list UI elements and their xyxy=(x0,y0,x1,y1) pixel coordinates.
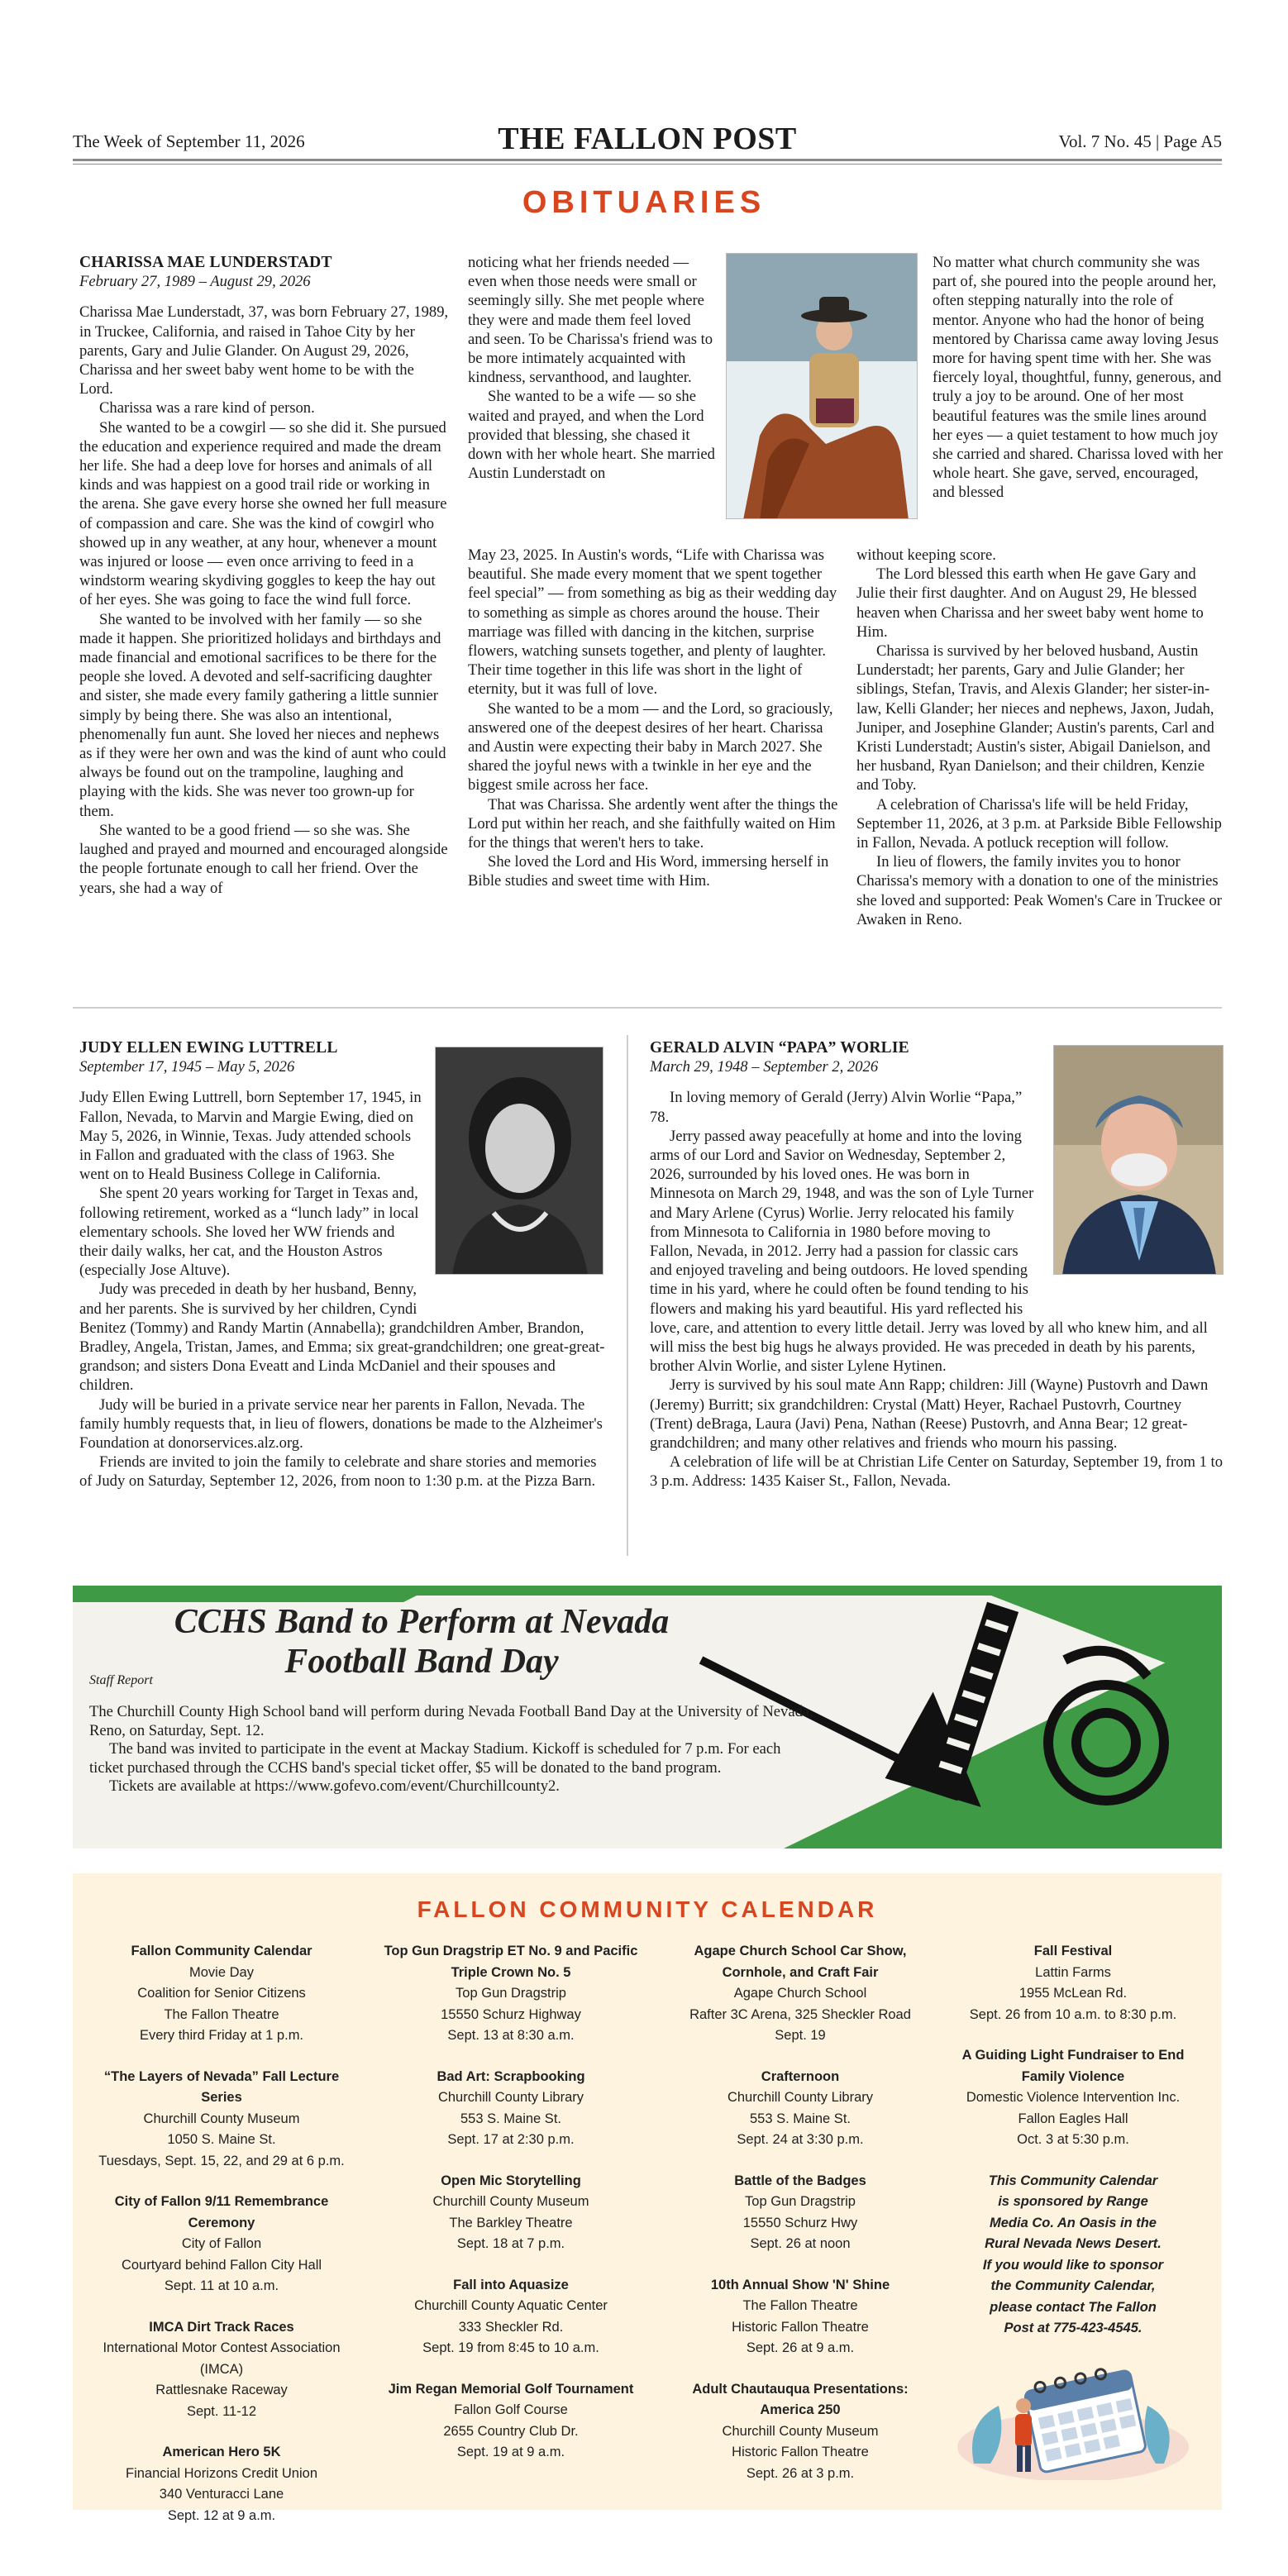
calendar-illustration xyxy=(949,2356,1197,2480)
obit-lunderstadt-col2-top xyxy=(468,253,716,483)
obit-paragraph: No matter what church community she was part of, she poured into the people around her, often stepping naturally into the role of mentor. Anyone who had the honor of being mentored by Charissa came away loving Jesus more for having spent time with her. She was fiercely loyal, thoughtful, funny, generous, and truly a joy to be around. One of her most beautiful features was the smile lines around her eyes — a quiet testament to how much joy she carried and shared. Charissa loved with her whole heart. She gave, served, encouraged, and blessed xyxy=(933,254,1224,502)
obit-paragraph: She wanted to be a cowgirl — so she did it. She pursued the education and experience required and made the dream her life. She had a deep love for horses and animals of all kinds and was happiest on a good trail ride or working in the arena. She gave every horse she owned her full measure of compassion and care. She was the kind of cowgirl who showed up in any weather, at any hour, whenever a mount was injured or loose — even once arriving to feed in a windstorm wearing skydiving goggles to keep the hay out of her eyes. She was going to face the wind full force. xyxy=(79,418,447,609)
event-line: Sept. 12 at 9 a.m. xyxy=(167,2507,276,2523)
calendar-event xyxy=(668,2067,933,2151)
event-title: City of Fallon 9/11 Remembrance Ceremony xyxy=(114,2194,329,2230)
event-title: Fall Festival xyxy=(1033,1944,1113,1958)
masthead-rule-thin xyxy=(73,164,1222,165)
obit-paragraph: Jerry is survived by his soul mate Ann Rapp; children: Jill (Wayne) Pustovrh and Dawn (Jeremy) Burritt; six grandchildren: Crystal (Matt) Heyer, Rachael Pustovrh, Courtney (Trent) deBraga, Laura (Javi) Pena, Nathan (Reese) Pustovrh, and Anna Bear; 12 great-grandchildren; and many other relatives and friends who mourn his passing. xyxy=(650,1376,1209,1453)
obit-paragraph: Charissa was a rare kind of person. xyxy=(99,399,315,417)
calendar-event xyxy=(89,2192,354,2297)
obit-paragraph: Friends are invited to join the family to celebrate and share stories and memories of Judy on Saturday, September 12, 2026, from noon to 1:30 p.m. at the Pizza Barn. xyxy=(79,1453,597,1491)
event-line: 340 Venturacci Lane xyxy=(159,2487,284,2502)
event-line: Rattlesnake Raceway xyxy=(155,2383,288,2397)
obit-paragraph: She spent 20 years working for Target in Texas and, following retirement, worked as a “lunch lady” in local elementary schools. She loved her WW friends and their daily walks, her cat, and the Houston Astros (especially Jose Altuve). xyxy=(79,1185,419,1280)
obit-paragraph: Judy Ellen Ewing Luttrell, born September 17, 1945, in Fallon, Nevada, to Marvin and Margie Ewing, died on May 5, 2026, in Winnie, Texas. Judy attended schools in Fallon and graduated with the class of 1963. She went on to Heald Business College in California. xyxy=(79,1089,422,1184)
event-line: City of Fallon xyxy=(181,2236,262,2251)
event-line: Movie Day xyxy=(189,1964,254,1980)
calendar-event xyxy=(89,1941,354,2047)
column-divider xyxy=(627,1035,628,1556)
event-line: Sept. 26 at 3 p.m. xyxy=(746,2465,855,2481)
event-line: Financial Horizons Credit Union xyxy=(125,2465,317,2481)
calendar-event xyxy=(668,2379,933,2485)
event-line: 333 Sheckler Rd. xyxy=(458,2319,564,2335)
section-title: OBITUARIES xyxy=(522,185,766,220)
event-title: 10th Annual Show 'N' Shine xyxy=(710,2277,890,2292)
obit-name: GERALD ALVIN “PAPA” WORLIE xyxy=(650,1039,909,1057)
event-title: Crafternoon xyxy=(761,2068,840,2084)
calendar-event xyxy=(941,1941,1205,2025)
event-line: Tuesdays, Sept. 15, 22, and 29 at 6 p.m. xyxy=(98,2153,345,2168)
calendar-event xyxy=(668,2275,933,2359)
event-title: A Guiding Light Fundraiser to End Family Violence xyxy=(961,2048,1185,2084)
obit-dates: September 17, 1945 – May 5, 2026 xyxy=(79,1058,295,1076)
event-line: Oct. 3 at 5:30 p.m. xyxy=(1017,2132,1129,2147)
event-line: Churchill County Library xyxy=(437,2090,584,2105)
event-line: Sept. 13 at 8:30 a.m. xyxy=(447,2028,575,2043)
obit-paragraph: She wanted to be a mom — and the Lord, so graciously, answered one of the deepest desires of her heart. Charissa and Austin were expecting their baby in March 2027. She shared the joyful news with a twinkle in her eye and the biggest smile across her face. xyxy=(468,699,833,794)
calendar-event xyxy=(379,2379,643,2464)
event-line: Sept. 24 at 3:30 p.m. xyxy=(737,2132,864,2147)
event-title: “The Layers of Nevada” Fall Lecture Series xyxy=(103,2068,340,2105)
obit-paragraph: Charissa Mae Lunderstadt, 37, was born February 27, 1989, in Truckee, California, and raised in Tahoe City by her parents, Gary and Julie Glander. On August 29, 2026, Charissa and her sweet baby went home to be with the Lord. xyxy=(79,303,449,398)
obit-paragraph: Judy was preceded in death by her husband, Benny, and her parents. She is survived by her children, Cyndi Benitez (Tommy) and Randy Martin (Annabella); grandchildren Amber, Brandon, Bradley, Angela, Tristan, James, and Emma; six great-grandchildren; one great-great-grandson; and sisters Dona Eveatt and Linda McDaniel and their spouses and children. xyxy=(79,1281,605,1395)
event-line: Churchill County Library xyxy=(727,2090,874,2105)
event-title: Agape Church School Car Show, Cornhole, and Craft Fair xyxy=(694,1944,907,1980)
event-line: 2655 Country Club Dr. xyxy=(443,2423,579,2439)
band-body xyxy=(89,1703,817,1796)
event-line: 553 S. Maine St. xyxy=(750,2111,851,2126)
event-title: Fallon Community Calendar xyxy=(131,1944,312,1958)
obit-name: JUDY ELLEN EWING LUTTRELL xyxy=(79,1039,338,1057)
obit-paragraph: She loved the Lord and His Word, immersing herself in Bible studies and sweet time with Him. xyxy=(468,853,829,890)
obit-paragraph: Judy will be buried in a private service near her parents in Fallon, Nevada. The family humbly requests that, in lieu of flowers, donations be made to the Alzheimer's Foundation at donorservices.alz.org. xyxy=(79,1395,603,1453)
band-byline: Staff Report xyxy=(89,1673,153,1687)
calendar-sponsor-note: This Community Calendar is sponsored by Range Media Co. An Oasis in the Rural Nevada News Desert. If you would like to sponsor the Community Calendar, please contact The Fallon Post at 775-423-4545. xyxy=(982,2173,1164,2335)
obit-lunderstadt-col3-bottom xyxy=(856,546,1225,929)
event-line: Churchill County Museum xyxy=(432,2194,589,2209)
event-line: Sept. 11 at 10 a.m. xyxy=(164,2278,279,2293)
event-line: 15550 Schurz Highway xyxy=(441,2006,581,2022)
obit-paragraph: She wanted to be a good friend — so she was. She laughed and prayed and mourned and encouraged alongside the people fortunate enough to call her friend. Over the years, she had a way of xyxy=(79,821,448,897)
event-title: IMCA Dirt Track Races xyxy=(149,2319,294,2335)
event-line: Coalition for Senior Citizens xyxy=(137,1986,306,2001)
obit-paragraph: A celebration of Charissa's life will be held Friday, September 11, 2026, at 3 p.m. at Parkside Bible Fellowship in Fallon, Nevada. A potluck reception will follow. xyxy=(856,795,1222,852)
event-title: American Hero 5K xyxy=(162,2445,281,2459)
event-line: Lattin Farms xyxy=(1035,1964,1111,1980)
calendar-title: FALLON COMMUNITY CALENDAR xyxy=(417,1896,878,1922)
obit-paragraph: without keeping score. xyxy=(856,546,996,564)
event-line: Churchill County Museum xyxy=(722,2423,879,2439)
event-line: Sept. 17 at 2:30 p.m. xyxy=(447,2132,575,2147)
event-line: Sept. 19 from 8:45 to 10 a.m. xyxy=(422,2340,599,2355)
obit-luttrell xyxy=(79,1038,608,1491)
obit-paragraph: That was Charissa. She ardently went after the things the Lord put within her reach, and she faithfully waited on Him for the things that weren't hers to take. xyxy=(468,795,838,852)
calendar-event xyxy=(379,1941,643,2047)
event-line: Churchill County Aquatic Center xyxy=(414,2298,608,2313)
calendar-event xyxy=(379,2171,643,2255)
calendar-event xyxy=(379,2275,643,2359)
obit-name: CHARISSA MAE LUNDERSTADT xyxy=(79,254,332,271)
section-divider xyxy=(73,1007,1222,1009)
obit-lunderstadt-col1 xyxy=(79,253,450,898)
event-line: Courtyard behind Fallon City Hall xyxy=(121,2257,322,2273)
band-paragraph: The Churchill County High School band will perform during Nevada Football Band Day at the University of Nevada, Reno, on Saturday, Sept. 12. xyxy=(89,1703,813,1739)
event-line: Top Gun Dragstrip xyxy=(456,1986,566,2001)
event-line: Churchill County Museum xyxy=(143,2111,300,2126)
calendar-event xyxy=(89,2442,354,2526)
event-line: The Fallon Theatre xyxy=(742,2298,858,2313)
event-line: Sept. 26 from 10 a.m. to 8:30 p.m. xyxy=(969,2006,1177,2022)
event-line: Historic Fallon Theatre xyxy=(732,2319,869,2335)
event-line: 15550 Schurz Hwy xyxy=(742,2215,858,2230)
calendar-event xyxy=(941,2045,1205,2151)
obit-paragraph: The Lord blessed this earth when He gave Gary and Julie their first daughter. And on August 29, He blessed heaven when Charissa and her sweet baby went home to Him. xyxy=(856,565,1204,641)
obit-paragraph: Jerry passed away peacefully at home and into the loving arms of our Lord and Savior on Wednesday, September 2, 2026, surrounded by his loved ones. He was born in Minnesota on March 29, 1948, and was the son of Lyle Turner and Mary Arlene (Cyrus) Worlie. Jerry relocated his family from Minnesota to California in 1980 before moving to Fallon, Nevada, in 2012. Jerry had a passion for classic cars and enjoyed traveling and being outdoors. He loved spending time in his yard, where he could often be found tending to his flowers and making his yard beautiful. His yard reflected his love, care, and attention to every little detail. Jerry was loved by all who knew him, and all will miss the best big hugs he always provided. He was preceded in death by his parents, brother Alvin Worlie, and sister Lylene Hytinen. xyxy=(650,1127,1208,1376)
event-title: Open Mic Storytelling xyxy=(441,2173,581,2188)
event-line: International Motor Contest Association (IMCA) xyxy=(103,2340,341,2377)
calendar-column-1 xyxy=(89,1941,354,2546)
event-line: Sept. 18 at 7 p.m. xyxy=(456,2236,565,2251)
event-line: Fallon Eagles Hall xyxy=(1018,2111,1128,2126)
calendar-event xyxy=(89,2067,354,2173)
band-article-box xyxy=(73,1586,1222,1849)
masthead-rule xyxy=(73,159,1222,161)
event-line: Rafter 3C Arena, 325 Sheckler Road xyxy=(689,2006,911,2022)
obit-worlie xyxy=(650,1038,1224,1491)
event-title: Top Gun Dragstrip ET No. 9 and Pacific Triple Crown No. 5 xyxy=(384,1944,638,1980)
event-title: Battle of the Badges xyxy=(734,2173,866,2188)
obit-paragraph: Charissa is survived by her beloved husband, Austin Lunderstadt; her parents, Gary and Julie Glander; her siblings, Stefan, Travis, and Alexis Glander; her sister-in-law, Kelli Glander; her nieces and nephews, Jaxon, Judah, Juniper, and Josephine Glander; Austin's parents, Carl and Kristi Lunderstadt; Austin's sister, Abigail Danielson, and her husband, Ryan Danielson; and their children, Kenzie and Toby. xyxy=(856,642,1214,794)
event-title: Bad Art: Scrapbooking xyxy=(436,2068,585,2084)
obit-lunderstadt-col3-top xyxy=(933,253,1224,503)
event-line: 553 S. Maine St. xyxy=(460,2111,561,2126)
obit-dates: February 27, 1989 – August 29, 2026 xyxy=(79,273,311,291)
event-title: Adult Chautauqua Presentations: America 250 xyxy=(692,2381,909,2417)
band-paragraph: Tickets are available at https://www.gofevo.com/event/Churchillcounty2. xyxy=(109,1777,560,1795)
event-line: Sept. 19 at 9 a.m. xyxy=(456,2445,565,2459)
event-line: Fallon Golf Course xyxy=(454,2402,568,2417)
volume-page: Vol. 7 No. 45 | Page A5 xyxy=(1058,131,1222,151)
obit-paragraph: noticing what her friends needed — even when those needs were small or seemingly silly. She met people where they were and made them feel loved and seen. To be Charissa's friend was to be more intimately acquainted with kindness, servanthood, and laughter. xyxy=(468,254,713,387)
event-line: Sept. 19 xyxy=(775,2028,826,2043)
event-line: Sept. 11-12 xyxy=(186,2403,257,2419)
event-line: The Fallon Theatre xyxy=(164,2006,279,2022)
calendar-event xyxy=(668,1941,933,2047)
calendar-column-2 xyxy=(379,1941,643,2483)
event-line: The Barkley Theatre xyxy=(449,2215,573,2230)
calendar-event xyxy=(668,2171,933,2255)
event-line: Historic Fallon Theatre xyxy=(732,2445,869,2459)
event-line: 1955 McLean Rd. xyxy=(1018,1986,1128,2001)
obit-paragraph: In loving memory of Gerald (Jerry) Alvin Worlie “Papa,” 78. xyxy=(650,1089,1023,1126)
event-line: Domestic Violence Intervention Inc. xyxy=(966,2090,1181,2105)
calendar-event xyxy=(89,2317,354,2423)
obit-paragraph: She wanted to be a wife — so she waited and prayed, and when the Lord provided that blessing, she chased it down with her whole heart. She married Austin Lunderstadt on xyxy=(468,388,715,483)
obit-paragraph: In lieu of flowers, the family invites you to honor Charissa's memory with a donation to one of the ministries she loved and supported: Peak Women's Care in Truckee or Awaken in Reno. xyxy=(856,853,1223,928)
cowgirl-photo xyxy=(726,253,918,519)
issue-week: The Week of September 11, 2026 xyxy=(73,131,305,151)
band-paragraph: The band was invited to participate in the event at Mackay Stadium. Kickoff is scheduled for 7 p.m. For each ticket purchased through the CCHS band's special ticket offer, $5 will be donated to the band program. xyxy=(89,1740,781,1777)
masthead xyxy=(73,112,1222,159)
calendar-column-3 xyxy=(668,1941,933,2504)
calendar-column-4 xyxy=(941,1941,1205,2487)
obit-paragraph: May 23, 2025. In Austin's words, “Life with Charissa was beautiful. She made every moment that we spent together feel special” — from something as big as their wedding day to something as simple as chores around the house. Their marriage was filled with dancing in the kitchen, surprise flowers, watching sunsets together, and plenty of laughter. Their time together in this life was short in the light of eternity, but it was full of love. xyxy=(468,546,837,699)
obit-dates: March 29, 1948 – September 2, 2026 xyxy=(650,1058,879,1076)
event-line: Sept. 26 at noon xyxy=(750,2236,851,2251)
band-headline: CCHS Band to Perform at Nevada Football Band Day xyxy=(174,1603,670,1681)
event-title: Jim Regan Memorial Golf Tournament xyxy=(388,2381,634,2397)
obit-paragraph: She wanted to be involved with her family — so she made it happen. She prioritized holidays and birthdays and made financial and emotional sacrifices to be there for the people she loved. A devoted and self-sacrificing daughter and sister, she made every family gathering a little sunnier simply by being there. She was also an intentional, phenomenally fun aunt. She loved her nieces and nephews as if they were her own and was the kind of aunt who could always be found out on the trampoline, laughing and playing with the kids. She was never too grown-up for them. xyxy=(79,610,446,820)
event-line: Every third Friday at 1 p.m. xyxy=(139,2028,304,2043)
event-line: Agape Church School xyxy=(733,1986,867,2001)
event-title: Fall into Aquasize xyxy=(453,2277,569,2292)
event-line: Sept. 26 at 9 a.m. xyxy=(746,2340,855,2355)
event-line: 1050 S. Maine St. xyxy=(167,2132,276,2147)
obit-lunderstadt-col2-bottom xyxy=(468,546,840,891)
community-calendar xyxy=(73,1873,1222,2523)
event-line: Top Gun Dragstrip xyxy=(745,2194,856,2209)
paper-title: THE FALLON POST xyxy=(498,122,797,156)
calendar-event xyxy=(379,2067,643,2151)
obit-paragraph: A celebration of life will be at Christian Life Center on Saturday, September 19, from 1 to 3 p.m. Address: 1435 Kaiser St., Fallon, Nevada. xyxy=(650,1453,1224,1491)
